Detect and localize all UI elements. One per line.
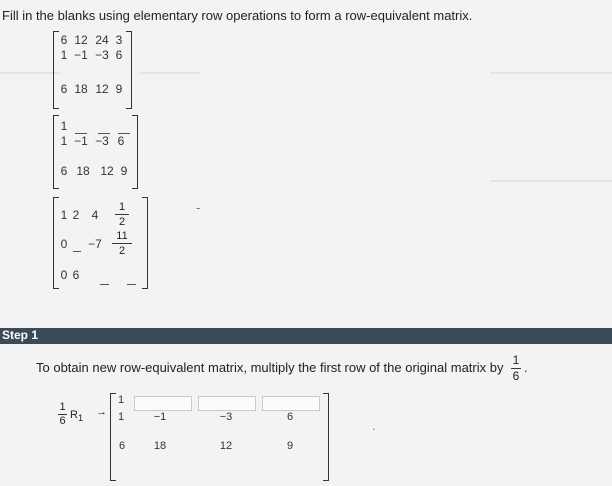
matrix-cell: −3 bbox=[219, 411, 233, 423]
matrix-cell: 1 bbox=[117, 411, 125, 423]
matrix-cell: 0 bbox=[60, 237, 68, 251]
matrix-cell: −1 bbox=[74, 48, 88, 62]
arrow-icon: → bbox=[96, 406, 107, 418]
answer-input[interactable] bbox=[198, 396, 256, 411]
matrix-cell: 12 bbox=[219, 440, 233, 452]
operation-fraction: 1 6 bbox=[59, 401, 66, 427]
matrix-cell: 6 bbox=[286, 411, 294, 423]
blank-entry[interactable] bbox=[73, 251, 81, 252]
separator bbox=[140, 72, 200, 74]
matrix-cell: 12 bbox=[100, 164, 114, 178]
matrix-cell: −3 bbox=[95, 48, 109, 62]
matrix-cell: 1 bbox=[60, 208, 68, 222]
fraction: 11 2 bbox=[112, 230, 132, 257]
step-description: To obtain new row-equivalent matrix, multiply the first row of the original matrix by bbox=[36, 360, 504, 375]
right-bracket bbox=[142, 197, 148, 289]
separator bbox=[0, 72, 60, 74]
matrix-cell: −1 bbox=[153, 411, 167, 423]
matrix-cell: 12 bbox=[95, 82, 109, 96]
matrix-cell: 12 bbox=[74, 33, 88, 47]
right-bracket bbox=[132, 115, 138, 189]
matrix-cell: 1 bbox=[60, 119, 68, 133]
matrix-cell: 9 bbox=[115, 82, 123, 96]
matrix-cell: 6 bbox=[60, 82, 68, 96]
matrix-cell: 4 bbox=[91, 208, 99, 222]
answer-input[interactable] bbox=[262, 396, 320, 411]
matrix-cell: 9 bbox=[120, 164, 128, 178]
step-header-bar bbox=[0, 328, 612, 343]
answer-input[interactable] bbox=[134, 396, 192, 411]
step-punctuation: . bbox=[524, 360, 528, 375]
matrix-cell: 18 bbox=[76, 164, 90, 178]
operation-row-label: $R_1$ bbox=[70, 409, 84, 424]
matrix-cell: 2 bbox=[72, 208, 80, 222]
matrix-cell: 1 bbox=[60, 134, 68, 148]
matrix-cell: 1 bbox=[60, 48, 68, 62]
matrix-cell: 6 bbox=[118, 440, 126, 452]
matrix-cell: 18 bbox=[74, 82, 88, 96]
blank-entry[interactable] bbox=[100, 284, 109, 285]
separator bbox=[490, 180, 612, 182]
matrix-cell: 6 bbox=[72, 268, 80, 282]
right-bracket bbox=[126, 31, 132, 109]
matrix-cell: 18 bbox=[153, 440, 167, 452]
matrix-cell: 1 bbox=[117, 394, 125, 406]
matrix-cell: −7 bbox=[88, 237, 102, 251]
matrix-cell: 24 bbox=[95, 33, 109, 47]
fraction: 1 2 bbox=[115, 201, 129, 228]
matrix-cell: 9 bbox=[286, 440, 294, 452]
matrix-cell: −1 bbox=[74, 134, 88, 148]
matrix-cell: 6 bbox=[60, 164, 68, 178]
step-fraction: 1 6 bbox=[512, 353, 520, 383]
matrix-cell: 6 bbox=[115, 48, 123, 62]
step-underline bbox=[0, 343, 612, 344]
stray-mark: - bbox=[196, 200, 201, 215]
matrix-cell: 6 bbox=[60, 33, 68, 47]
stray-mark: . bbox=[372, 418, 376, 433]
instruction-text: Fill in the blanks using elementary row operations to form a row-equivalent matrix. bbox=[2, 8, 473, 23]
matrix-cell: 0 bbox=[60, 268, 68, 282]
matrix-cell: 6 bbox=[117, 134, 125, 148]
blank-entry[interactable] bbox=[127, 284, 136, 285]
step-title: Step 1 bbox=[2, 328, 39, 342]
matrix-cell: −3 bbox=[95, 134, 109, 148]
separator bbox=[490, 72, 612, 74]
right-bracket bbox=[323, 393, 329, 481]
left-bracket bbox=[110, 393, 116, 481]
matrix-cell: 3 bbox=[115, 33, 123, 47]
